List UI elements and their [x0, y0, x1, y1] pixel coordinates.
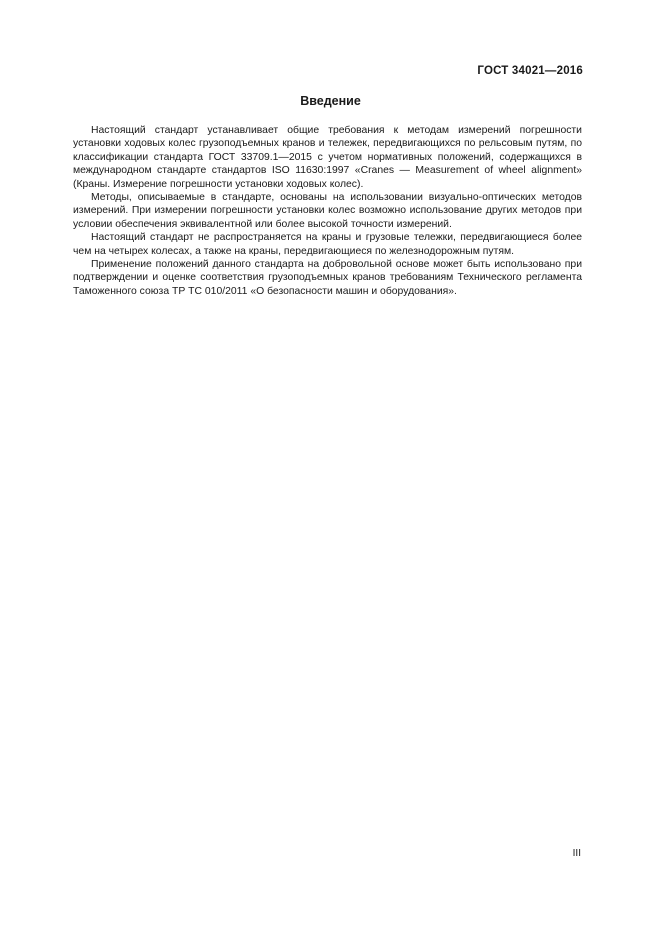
paragraph: Настоящий стандарт устанавливает общие требования к методам измерений погрешности установки ходовых колес грузоподъемных кранов и тележек, передвигающихся по рельсовым путям, по классификации стандарта ГОСТ 33709.1—2015 с учетом нормативных положений, содержащихся в международном стандарте стандартов ISO 11630:1997 «Cranes — Measurement of wheel alignment» (Краны. Измерение погрешности установки ходовых колес). — [73, 125, 582, 190]
paragraph: Применение положений данного стандарта на добровольной основе может быть использовано при подтверждении и оценке соответствия грузоподъемных кранов требованиям Технического регламента Таможенного союза ТР ТС 010/2011 «О безопасности машин и оборудования». — [73, 259, 582, 297]
document-code: ГОСТ 34021—2016 — [477, 65, 583, 77]
body-text — [73, 124, 582, 298]
paragraph: Методы, описываемые в стандарте, основаны на использовании визуально-оптических методов измерений. При измерении погрешности установки колес возможно использование других методов при условии обеспечения эквивалентной или более высокой точности измерений. — [73, 192, 582, 230]
page-number: III — [572, 848, 581, 859]
section-title: Введение — [300, 94, 361, 108]
paragraph: Настоящий стандарт не распространяется на краны и грузовые тележки, передвигающиеся более чем на четырех колесах, а также на краны, передвигающиеся по железнодорожным путям. — [73, 232, 582, 257]
